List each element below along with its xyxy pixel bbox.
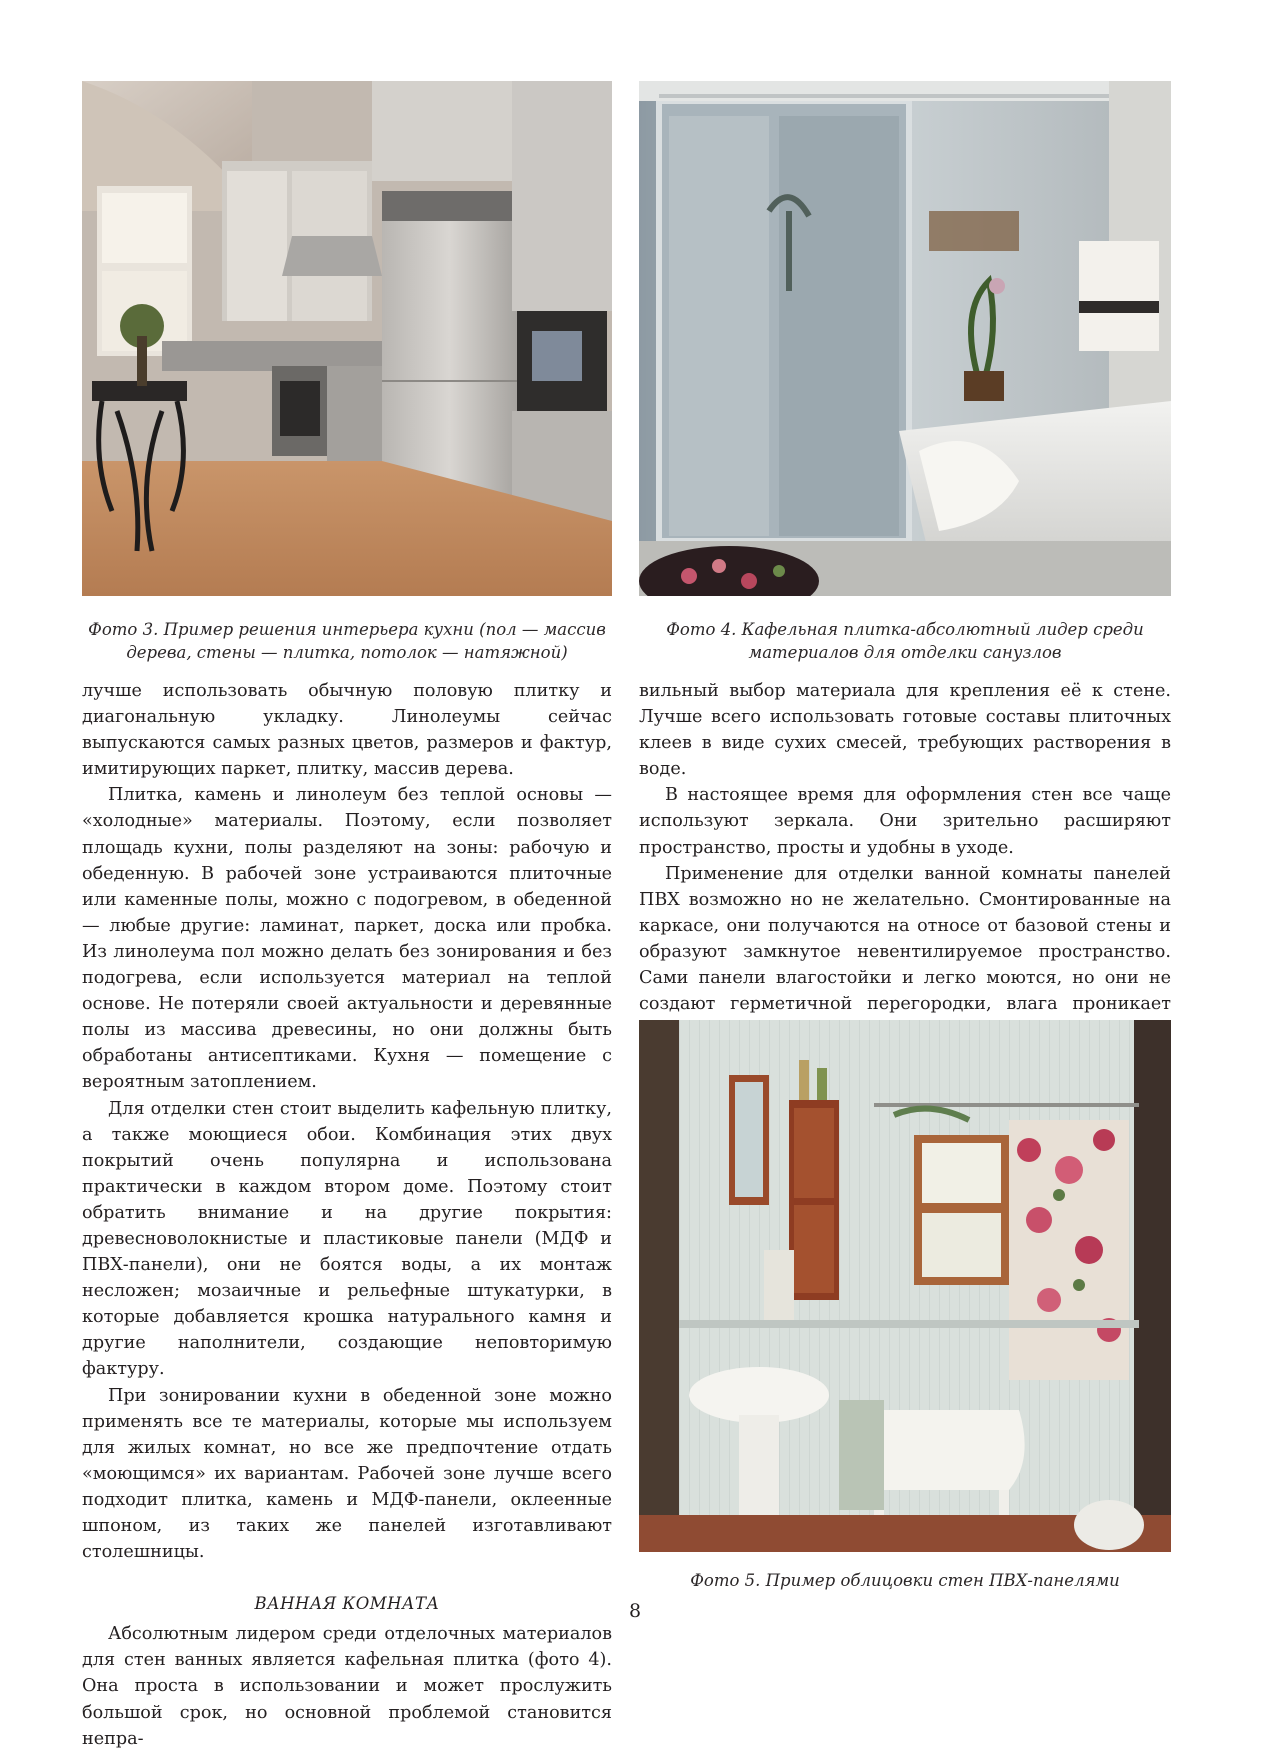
paragraph: При зонировании кухни в обеденной зоне можно применять все те материалы, которые мы используем для жилых комнат, но все же предпочтение отдать «моющимся» их вариантам. Рабочей зоне лучше всего подходит плитка, камень и МДФ-панели, оклеенные шпоном, из таких же панелей изготавливают столешницы. [82,1385,612,1563]
paragraph: Абсолютным лидером среди отделочных материалов для стен ванных является кафельная плитка (фото 4). Она проста в использовании и может прослужить большой срок, но основной проблемой становится непра- [82,1624,612,1749]
caption-photo3: Фото 3. Пример решения интерьера кухни (пол — массив дерева, стены — плитка, потолок — натяжной) [88,620,606,662]
photo-bathroom-pvc [639,1020,1171,1552]
paragraph: вильный выбор материала для крепления её к стене. Лучше всего использовать готовые составы плиточных клеев в виде сухих смесей, требующих растворения в воде. [639,681,1171,780]
page-number: 8 [628,1600,642,1622]
left-column [82,678,612,1752]
photo-bathroom-tiles [639,81,1171,596]
section-heading: ВАННАЯ КОМНАТА [254,1594,440,1614]
caption-photo4: Фото 4. Кафельная плитка-абсолютный лидер среди материалов для отделки санузлов [666,620,1144,662]
photo-kitchen [82,81,612,596]
paragraph: Для отделки стен стоит выделить кафельную плитку, а также моющиеся обои. Комбинация этих двух покрытий очень популярна и использована практически в каждом втором доме. Поэтому стоит обратить внимание и на другие покрытия: древесноволокнистые и пластиковые панели (МДФ и ПВХ-панели), они не боятся воды, а их монтаж несложен; мозаичные и рельефные штукатурки, в которые добавляется крошка натурального камня и другие наполнители, создающие неповторимую фактуру. [82,1098,612,1380]
paragraph: Применение для отделки ванной комнаты панелей ПВХ возможно но не желательно. Смонтированные на каркасе, они получаются на относе от базовой стены и образуют замкнутое невентилируемое пространство. Сами панели влагостойки и легко моются, но они не создают герметичной перегородки, влага проникает [639,863,1171,1015]
paragraph: лучше использовать обычную половую плитку и диагональную укладку. Линолеумы сейчас выпускаются самых разных цветов, размеров и фактур, имитирующих паркет, плитку, массив дерева. [82,681,612,780]
right-column [639,678,1171,1069]
caption-photo5: Фото 5. Пример облицовки стен ПВХ-панелями [690,1571,1120,1590]
paragraph: Плитка, камень и линолеум без теплой основы — «холодные» материалы. Поэтому, если позволяет площадь кухни, полы разделяют на зоны: рабочую и обеденную. В рабочей зоне устраиваются плиточные или каменные полы, можно с подогревом, в обеденной — любые другие: ламинат, паркет, доска или пробка. Из линолеума пол можно делать без зонирования и без подогрева, если используется материал на теплой основе. Не потеряли своей актуальности и деревянные полы из массива древесины, но они должны быть обработаны антисептиками. Кухня — помещение с вероятным затоплением. [82,785,612,1093]
paragraph: В настоящее время для оформления стен все чаще используют зеркала. Они зрительно расширяют пространство, просты и удобны в уходе. [639,785,1171,858]
